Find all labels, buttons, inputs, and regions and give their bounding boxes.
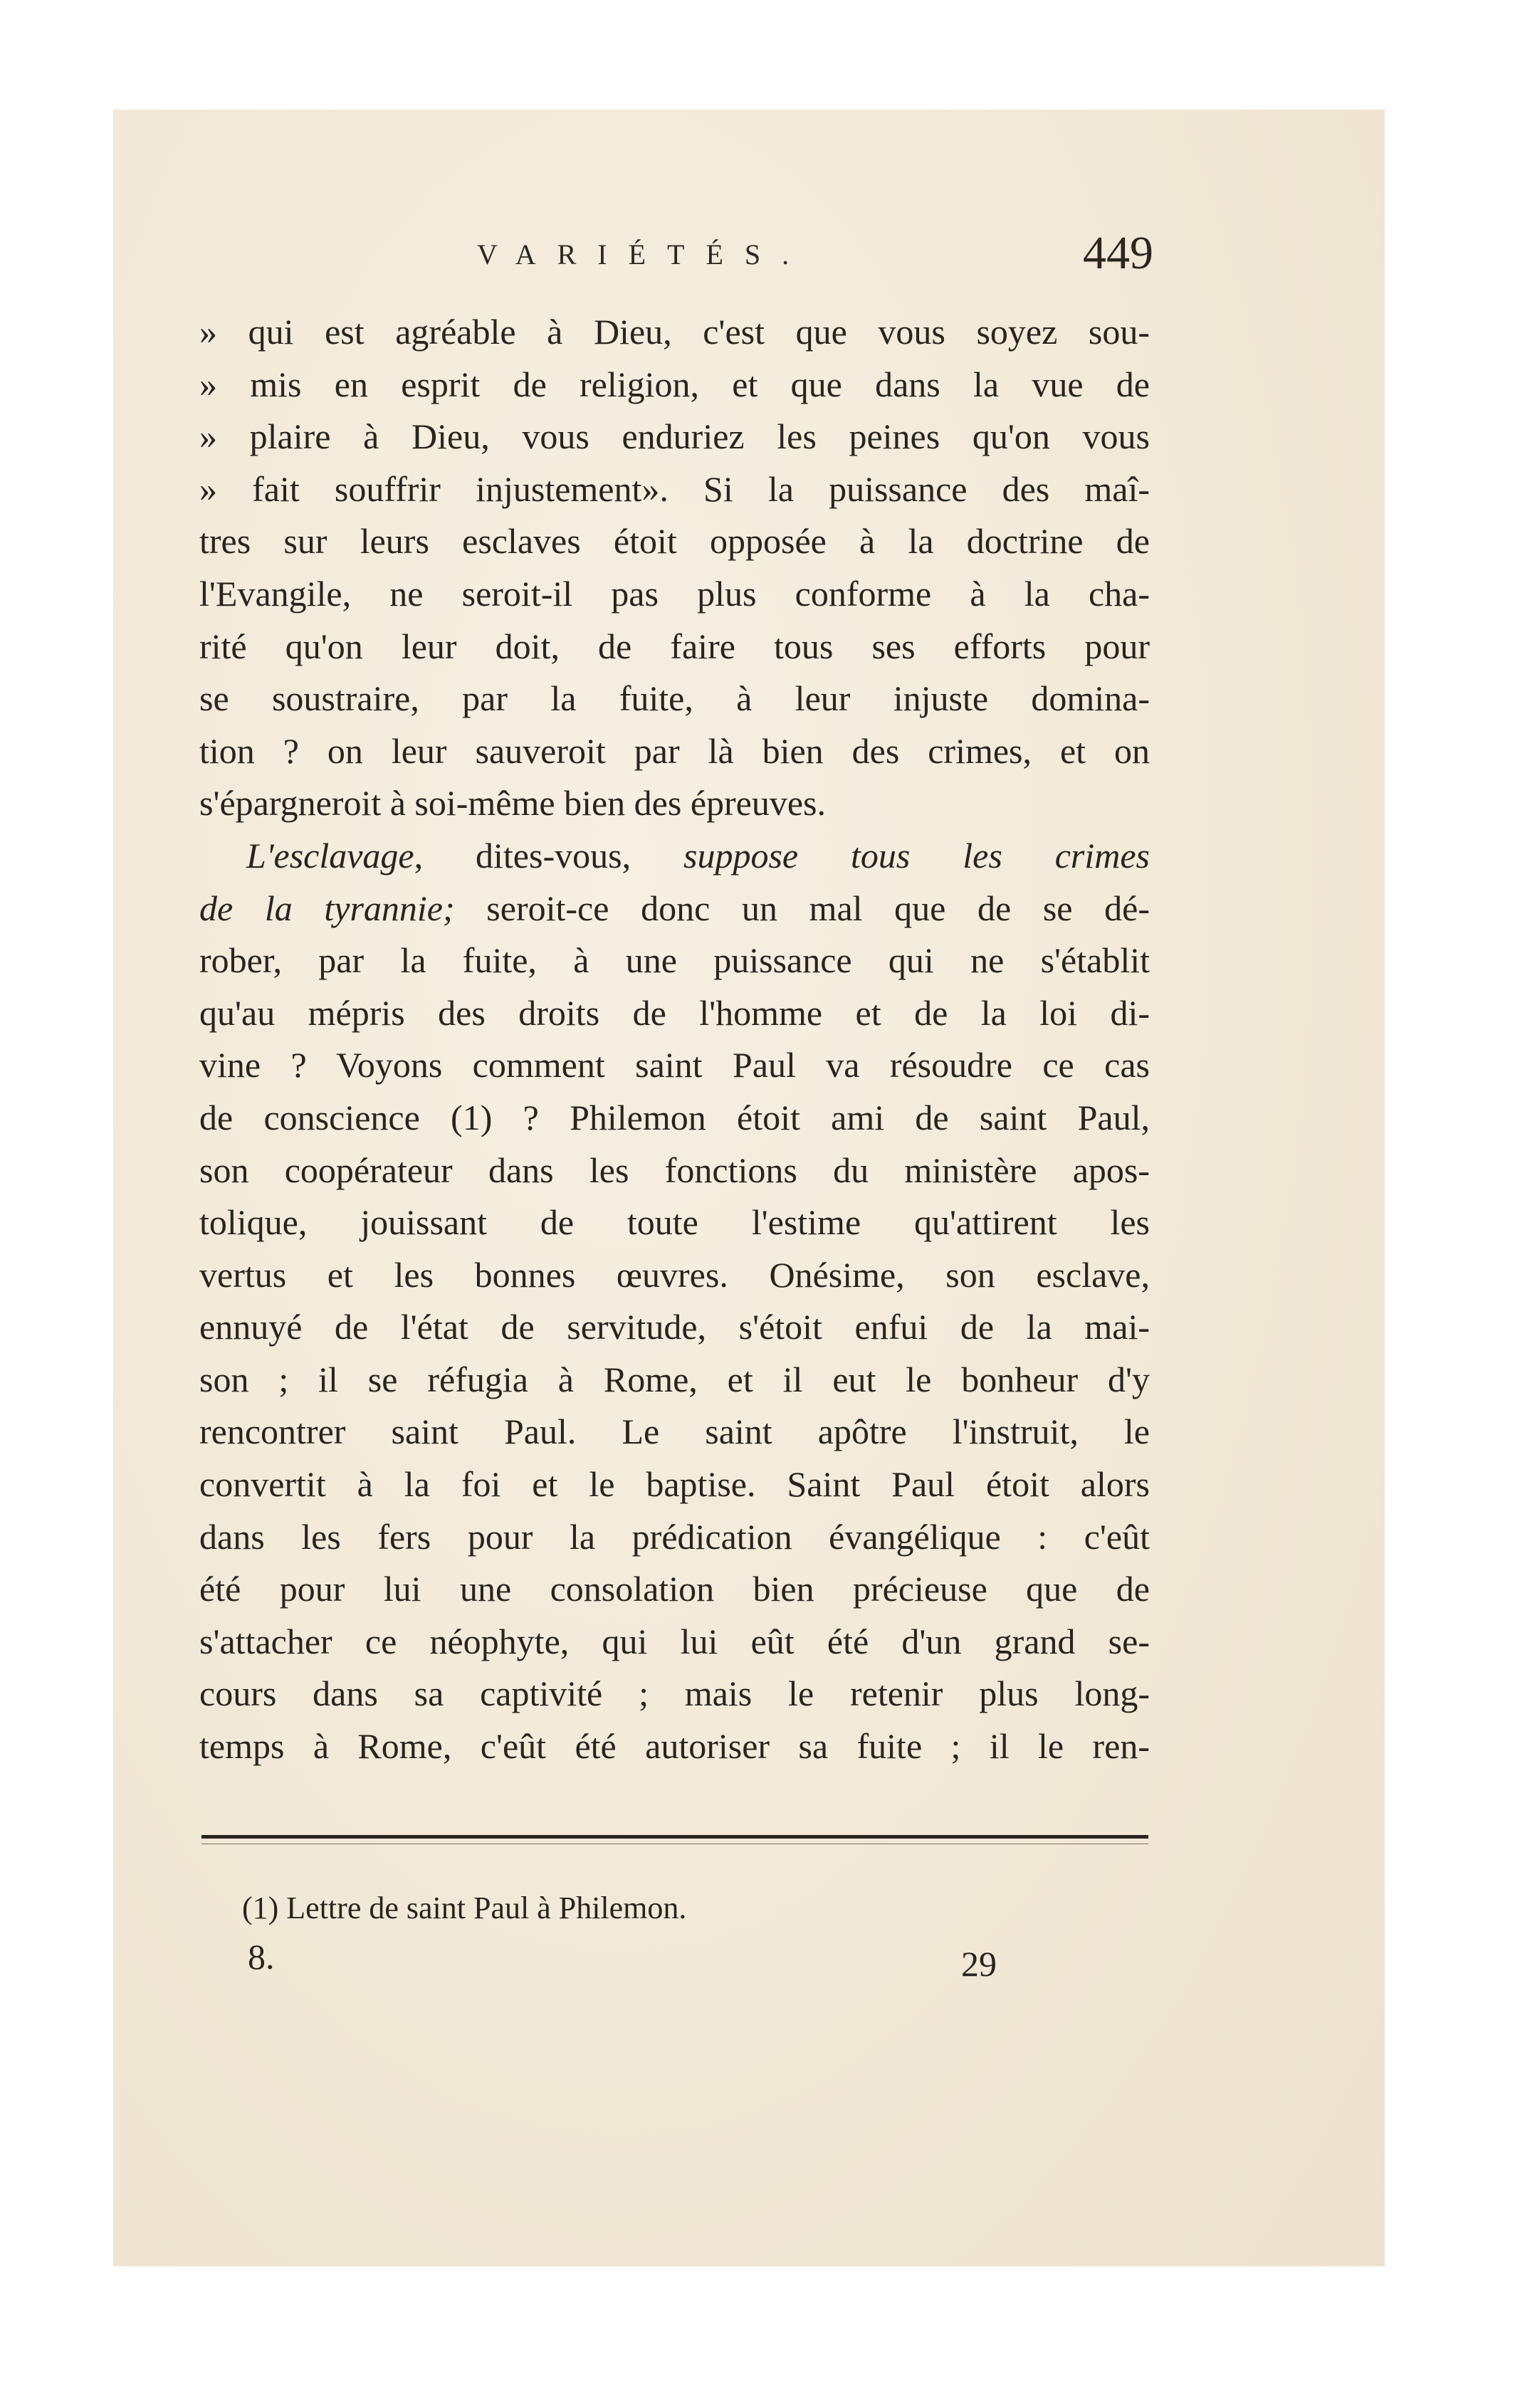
italic-phrase: L'esclavage: [246, 835, 414, 876]
text-line: vertus et les bonnes œuvres. Onésime, son esclave,: [199, 1254, 1150, 1295]
text-line: tolique, jouissant de toute l'estime qu'attirent les: [199, 1202, 1150, 1243]
text-line: cours dans sa captivité ; mais le retenir plus long-: [199, 1673, 1150, 1714]
text-line: dans les fers pour la prédication évangélique : c'eût: [199, 1516, 1150, 1557]
text-line: [199, 883, 1150, 935]
text-line: se soustraire, par la fuite, à leur injuste domina-: [199, 678, 1150, 719]
text-line: » fait souffrir injustement». Si la puissance des maî-: [199, 468, 1150, 509]
text-line: été pour lui une consolation bien précieuse que de: [199, 1569, 1150, 1609]
roman-phrase: , dites-vous,: [414, 835, 683, 876]
text-line: tion ? on leur sauveroit par là bien des crimes, et on: [199, 730, 1150, 771]
text-line: » plaire à Dieu, vous enduriez les peines qu'on vous: [199, 416, 1150, 457]
text-line: [199, 830, 1150, 883]
running-title: VARIÉTÉS.: [477, 238, 811, 270]
text-line: ennuyé de l'état de servitude, s'étoit enfui de la mai-: [199, 1307, 1150, 1347]
text-line: tres sur leurs esclaves étoit opposée à la doctrine de: [199, 521, 1150, 562]
text-line: l'Evangile, ne seroit-il pas plus conforme à la cha-: [199, 573, 1150, 614]
page-number: 449: [1083, 227, 1153, 279]
text-line: » qui est agréable à Dieu, c'est que vous soyez sou-: [199, 312, 1150, 352]
text-line: qu'au mépris des droits de l'homme et de la loi di-: [199, 992, 1150, 1033]
signature-mark-left: 8.: [248, 1937, 275, 1977]
italic-phrase: suppose tous les crimes: [683, 835, 1150, 876]
text-line: rité qu'on leur doit, de faire tous ses efforts pour: [199, 626, 1150, 666]
text-line: rober, par la fuite, à une puissance qui ne s'établit: [199, 940, 1150, 981]
text-line: s'attacher ce néophyte, qui lui eût été d'un grand se-: [199, 1621, 1150, 1661]
text-line: son ; il se réfugia à Rome, et il eut le bonheur d'y: [199, 1359, 1150, 1399]
text-line: convertit à la foi et le baptise. Saint Paul étoit alors: [199, 1464, 1150, 1505]
roman-phrase: seroit-ce donc un mal que de se dé-: [454, 888, 1150, 928]
text-line: son coopérateur dans les fonctions du ministère apos-: [199, 1150, 1150, 1190]
text-line: rencontrer saint Paul. Le saint apôtre l'instruit, le: [199, 1411, 1150, 1452]
text-line: » mis en esprit de religion, et que dans la vue de: [199, 364, 1150, 404]
footnote: (1) Lettre de saint Paul à Philemon.: [242, 1891, 687, 1925]
italic-phrase: de la tyrannie;: [199, 888, 455, 928]
text-line: de conscience (1) ? Philemon étoit ami de saint Paul,: [199, 1097, 1150, 1137]
running-head: [199, 226, 1153, 283]
footnote-rule: [201, 1835, 1148, 1839]
text-line: vine ? Voyons comment saint Paul va résoudre ce cas: [199, 1045, 1150, 1085]
signature-mark-right: 29: [961, 1944, 997, 1984]
text-line: temps à Rome, c'eût été autoriser sa fuite ; il le ren-: [199, 1726, 1150, 1767]
text-line: s'épargneroit à soi-même bien des épreuves.: [199, 783, 827, 824]
body-text: [199, 306, 1150, 1773]
